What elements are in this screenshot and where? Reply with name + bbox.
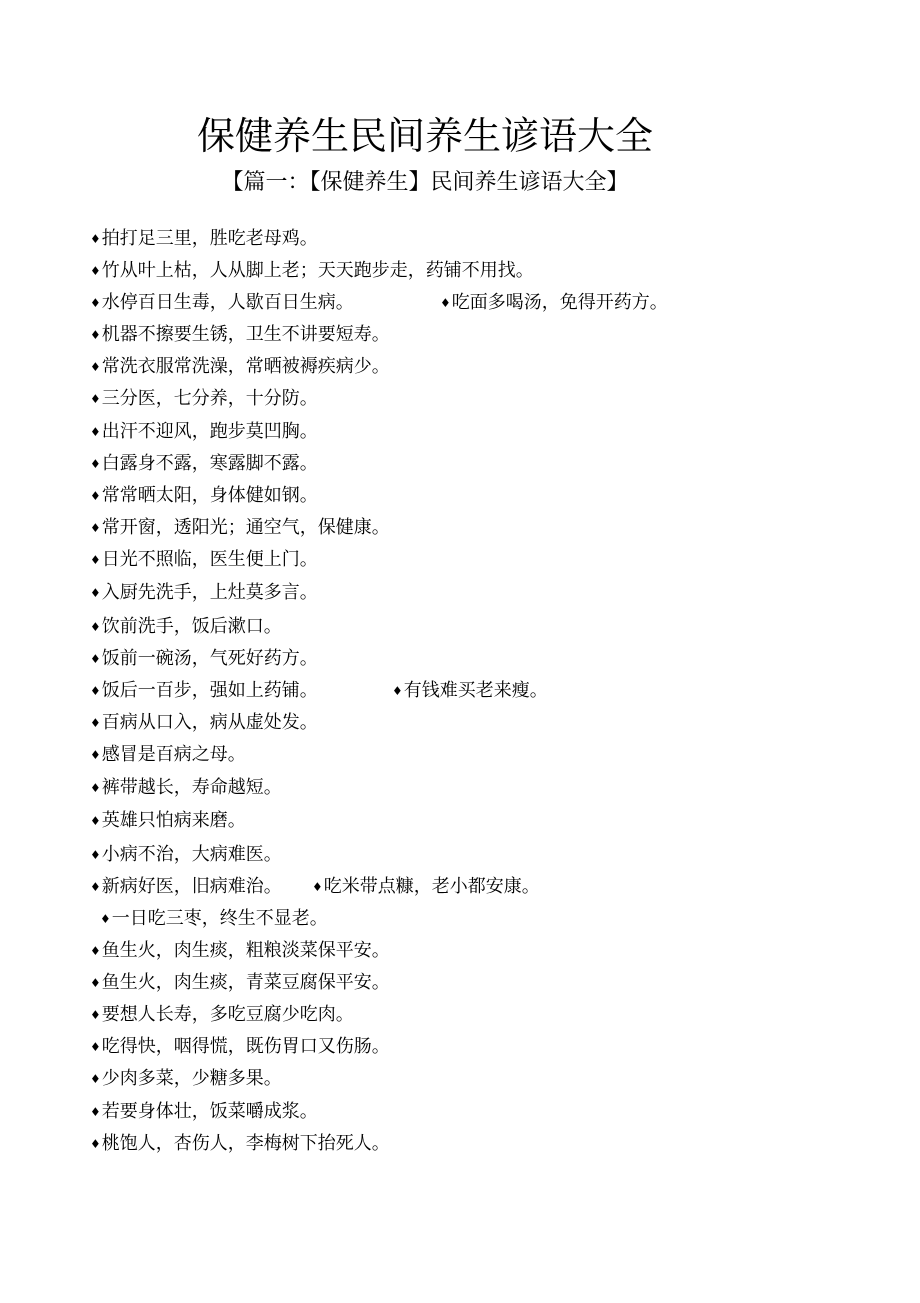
proverb-item xyxy=(90,840,282,870)
diamond-bullet-icon: ♦ xyxy=(90,944,101,958)
proverb-text: 鱼生火，肉生痰，青菜豆腐保平安。 xyxy=(101,972,390,993)
proverb-text: 常常晒太阳，身体健如钢。 xyxy=(101,485,318,506)
proverb-item xyxy=(312,872,540,902)
proverb-text: 日光不照临，医生便上门。 xyxy=(101,549,318,570)
proverb-item xyxy=(90,384,318,414)
proverb-item xyxy=(90,417,318,447)
proverb-item xyxy=(90,513,390,543)
diamond-bullet-icon: ♦ xyxy=(90,553,101,567)
diamond-bullet-icon: ♦ xyxy=(90,457,101,471)
proverb-text: 吃得快，咽得慌，既伤胃口又伤肠。 xyxy=(101,1036,390,1057)
proverb-item xyxy=(90,872,282,902)
proverb-text: 百病从口入，病从虚处发。 xyxy=(101,712,318,733)
proverb-text: 桃饱人，杏伤人，李梅树下抬死人。 xyxy=(101,1133,390,1154)
proverb-text: 三分医，七分养，十分防。 xyxy=(101,388,318,409)
proverb-item xyxy=(90,740,246,770)
proverb-text: 饮前洗手，饭后漱口。 xyxy=(101,616,282,637)
diamond-bullet-icon: ♦ xyxy=(90,521,101,535)
proverb-item xyxy=(440,288,668,318)
diamond-bullet-icon: ♦ xyxy=(90,848,101,862)
proverb-item xyxy=(90,936,390,966)
document-subtitle: 【篇一：【保健养生】民间养生谚语大全】 xyxy=(221,170,629,195)
proverb-item xyxy=(90,288,354,318)
proverb-text: 一日吃三枣，终生不显老。 xyxy=(111,908,328,929)
proverb-item xyxy=(90,449,318,479)
diamond-bullet-icon: ♦ xyxy=(90,360,101,374)
proverb-text: 入厨先洗手，上灶莫多言。 xyxy=(101,582,318,603)
proverb-text: 吃米带点糠，老小都安康。 xyxy=(323,876,540,897)
proverb-text: 出汗不迎风，跑步莫凹胸。 xyxy=(101,421,318,442)
proverb-item xyxy=(90,676,318,706)
proverb-text: 小病不治，大病难医。 xyxy=(101,844,282,865)
proverb-text: 新病好医，旧病难治。 xyxy=(101,876,282,897)
proverb-text: 鱼生火，肉生痰，粗粮淡菜保平安。 xyxy=(101,940,390,961)
proverb-text: 要想人长寿，多吃豆腐少吃肉。 xyxy=(101,1004,354,1025)
diamond-bullet-icon: ♦ xyxy=(90,1072,101,1086)
proverb-text: 饭后一百步，强如上药铺。 xyxy=(101,680,318,701)
proverb-item xyxy=(90,320,390,350)
proverb-item xyxy=(90,1032,390,1062)
diamond-bullet-icon: ♦ xyxy=(90,392,101,406)
diamond-bullet-icon: ♦ xyxy=(90,880,101,894)
proverb-text: 裤带越长，寿命越短。 xyxy=(101,777,282,798)
diamond-bullet-icon: ♦ xyxy=(90,1008,101,1022)
proverb-text: 白露身不露，寒露脚不露。 xyxy=(101,453,318,474)
diamond-bullet-icon: ♦ xyxy=(90,716,101,730)
diamond-bullet-icon: ♦ xyxy=(90,748,101,762)
diamond-bullet-icon: ♦ xyxy=(90,586,101,600)
proverb-item xyxy=(90,1129,390,1159)
proverb-text: 水停百日生毒，人歇百日生病。 xyxy=(101,292,354,313)
proverb-text: 机器不擦要生锈，卫生不讲要短寿。 xyxy=(101,324,390,345)
diamond-bullet-icon: ♦ xyxy=(90,232,101,246)
proverb-item xyxy=(90,644,318,674)
diamond-bullet-icon: ♦ xyxy=(90,781,101,795)
diamond-bullet-icon: ♦ xyxy=(90,814,101,828)
proverb-text: 饭前一碗汤，气死好药方。 xyxy=(101,648,318,669)
proverb-item xyxy=(90,256,534,286)
diamond-bullet-icon: ♦ xyxy=(90,976,101,990)
proverb-item xyxy=(90,224,318,254)
proverb-item xyxy=(90,1097,318,1127)
proverb-item xyxy=(90,1000,354,1030)
proverb-item xyxy=(90,708,318,738)
diamond-bullet-icon: ♦ xyxy=(90,425,101,439)
proverb-item xyxy=(90,773,282,803)
proverb-item xyxy=(90,806,246,836)
diamond-bullet-icon: ♦ xyxy=(90,328,101,342)
proverb-text: 若要身体壮，饭菜嚼成浆。 xyxy=(101,1101,318,1122)
diamond-bullet-icon: ♦ xyxy=(90,1040,101,1054)
document-title: 保健养生民间养生谚语大全 xyxy=(196,114,653,158)
proverb-item xyxy=(392,676,548,706)
proverb-text: 常开窗，透阳光；通空气，保健康。 xyxy=(101,517,390,538)
diamond-bullet-icon: ♦ xyxy=(392,684,403,698)
proverb-item xyxy=(90,612,282,642)
proverb-item xyxy=(90,968,390,998)
proverb-item xyxy=(90,545,318,575)
proverb-text: 感冒是百病之母。 xyxy=(101,744,246,765)
diamond-bullet-icon: ♦ xyxy=(90,264,101,278)
diamond-bullet-icon: ♦ xyxy=(312,880,323,894)
proverb-text: 拍打足三里，胜吃老母鸡。 xyxy=(101,228,318,249)
proverb-item xyxy=(90,578,318,608)
diamond-bullet-icon: ♦ xyxy=(90,1105,101,1119)
proverb-item xyxy=(90,1064,282,1094)
proverb-item xyxy=(90,481,318,511)
proverb-item xyxy=(90,352,390,382)
proverb-text: 竹从叶上枯，人从脚上老；天天跑步走，药铺不用找。 xyxy=(101,260,534,281)
proverb-text: 常洗衣服常洗澡，常晒被褥疾病少。 xyxy=(101,356,390,377)
diamond-bullet-icon: ♦ xyxy=(90,684,101,698)
proverb-item xyxy=(100,904,328,934)
diamond-bullet-icon: ♦ xyxy=(90,620,101,634)
proverb-text: 少肉多菜，少糖多果。 xyxy=(101,1068,282,1089)
diamond-bullet-icon: ♦ xyxy=(100,912,111,926)
proverb-text: 吃面多喝汤，免得开药方。 xyxy=(451,292,668,313)
proverb-text: 有钱难买老来瘦。 xyxy=(403,680,548,701)
diamond-bullet-icon: ♦ xyxy=(90,652,101,666)
diamond-bullet-icon: ♦ xyxy=(90,296,101,310)
diamond-bullet-icon: ♦ xyxy=(440,296,451,310)
diamond-bullet-icon: ♦ xyxy=(90,489,101,503)
proverb-text: 英雄只怕病来磨。 xyxy=(101,810,246,831)
diamond-bullet-icon: ♦ xyxy=(90,1137,101,1151)
